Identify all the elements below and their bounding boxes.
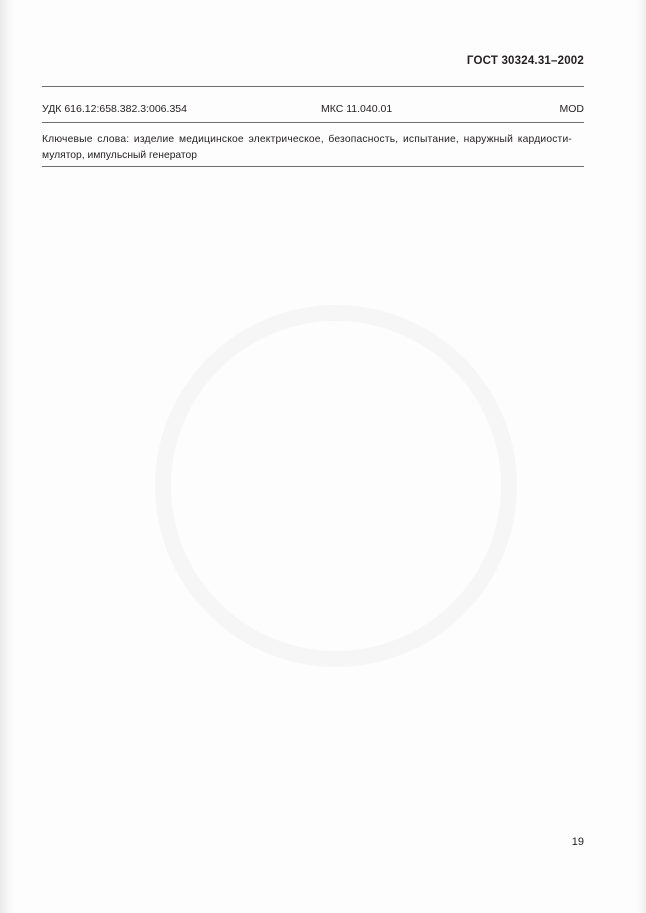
mks-code: МКС 11.040.01 xyxy=(321,103,393,115)
udk-code: УДК 616.12:658.382.3:006.354 xyxy=(42,103,187,115)
page-content xyxy=(42,0,604,913)
header-divider-middle xyxy=(42,122,584,123)
keywords-line-2: мулятор, импульсный генератор xyxy=(42,149,197,161)
header-divider-top xyxy=(42,86,584,87)
classification-codes-row xyxy=(42,103,584,119)
header-divider-bottom xyxy=(42,166,584,167)
keywords-line-1: Ключевые слова: изделие медицинское электрическое, безопасность, испытание, наружный кардиости- xyxy=(42,134,572,145)
standard-number-header: ГОСТ 30324.31–2002 xyxy=(466,55,584,67)
keywords-block xyxy=(42,132,587,163)
page-number: 19 xyxy=(571,836,584,848)
mod-label: MOD xyxy=(559,103,584,115)
